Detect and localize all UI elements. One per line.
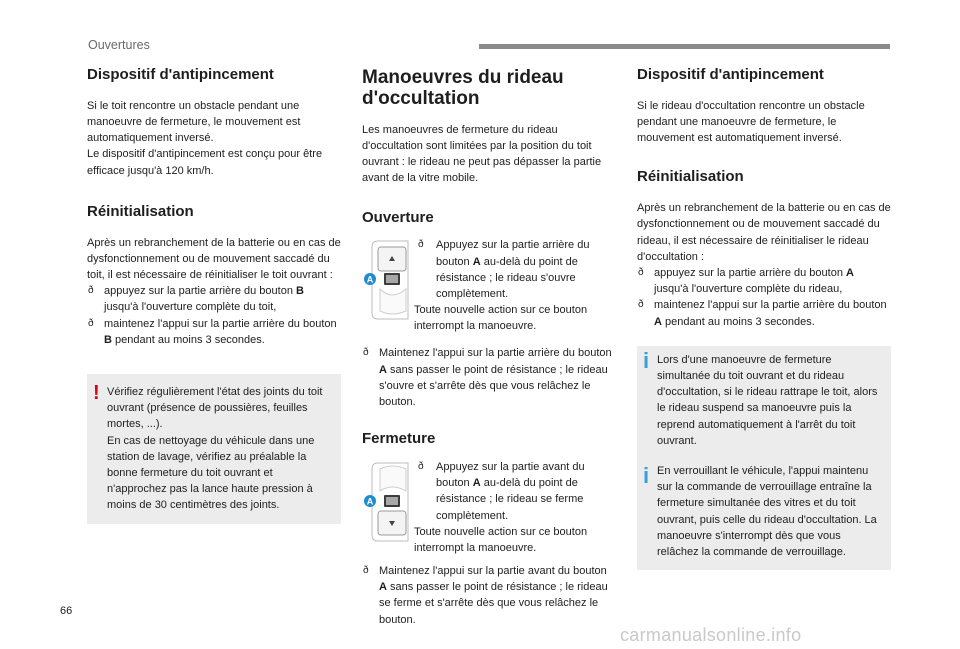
roof-antipinch-heading: Dispositif d'antipincement	[87, 66, 274, 83]
list-item: ð maintenez l'appui sur la partie arrière du bouton A pendant au moins 3 secondes.	[637, 297, 891, 329]
list-item: ð Maintenez l'appui sur la partie arrière du bouton A sans passer le point de résistance ; le rideau s'ouvre et s'arrête dès que vous relâchez le bouton.	[362, 345, 616, 410]
roof-reinit-section	[87, 203, 341, 348]
closing-control	[362, 459, 616, 554]
list-item: ð maintenez l'appui sur la partie arrière du bouton B pendant au moins 3 secondes.	[87, 316, 341, 348]
info-box	[637, 346, 891, 570]
header-section-title: Ouvertures	[88, 38, 150, 52]
info-icon: i	[643, 347, 650, 373]
blind-reinit-section	[637, 168, 891, 329]
page-title: Manoeuvres du rideau d'occultation	[362, 67, 564, 109]
blind-reinit-heading: Réinitialisation	[637, 168, 744, 186]
button-a-label: A	[366, 496, 374, 507]
closing-instructions	[414, 459, 614, 556]
warning-icon: !	[93, 381, 100, 404]
roof-antipinch-text-2: Le dispositif d'antipincement est conçu pour être efficace jusqu'à 120 km/h.	[87, 148, 323, 177]
opening-interrupt-text: Toute nouvelle action sur ce bouton interrompt la manoeuvre.	[414, 304, 588, 333]
roof-antipinch-text-1: Si le toit rencontre un obstacle pendant une manoeuvre de fermeture, le mouvement est automatiquement inversé.	[87, 99, 301, 145]
opening-hold-step	[362, 345, 616, 410]
opening-instructions	[414, 237, 614, 334]
column-blind-safety	[637, 66, 891, 570]
button-a-label: A	[366, 274, 374, 285]
warning-text-2: En cas de nettoyage du véhicule dans une station de lavage, vérifiez au préalable la bonne fermeture du toit ouvrant et n'approchez pas la lance haute pression à moins de 30 centimètres des joints.	[107, 434, 315, 512]
blind-reinit-text: Après un rebranchement de la batterie ou en cas de dysfonctionnement ou de mouvement saccadé du rideau, il est nécessaire de réinitialiser le rideau d'occultation :	[637, 202, 891, 263]
info-icon: i	[643, 462, 650, 488]
blind-antipinch-text: Si le rideau d'occultation rencontre un obstacle pendant une manoeuvre de fermeture, le mouvement est automatiquement inversé.	[637, 99, 865, 145]
list-item: ð Appuyez sur la partie arrière du bouton A au-delà du point de résistance ; le rideau s'ouvre complètement.	[414, 237, 614, 302]
opening-control	[362, 237, 616, 333]
watermark: carmanualsonline.info	[620, 625, 802, 645]
list-item: ð Maintenez l'appui sur la partie avant du bouton A sans passer le point de résistance ; le rideau se ferme et s'arrête dès que vous relâchez le bouton.	[362, 563, 616, 628]
info-text-2: En verrouillant le véhicule, l'appui maintenu sur la commande de verrouillage entraîne la fermeture simultanée des vitres et du toit ouvrant, puis celle du rideau d'occultation. La manoeuvre s'interrompt dès que vous relâchez la commande de verrouillage.	[657, 464, 877, 558]
roof-antipinch-section	[87, 66, 341, 179]
blind-switch-open-illustration	[364, 239, 412, 321]
list-item: ð appuyez sur la partie arrière du bouton B jusqu'à l'ouverture complète du toit,	[87, 283, 341, 315]
blind-antipinch-heading: Dispositif d'antipincement	[637, 66, 824, 83]
closing-hold-step	[362, 563, 616, 628]
roof-reinit-steps	[87, 283, 341, 348]
blind-switch-close-illustration	[364, 461, 412, 543]
closing-heading: Fermeture	[362, 430, 436, 448]
warning-text-1: Vérifiez régulièrement l'état des joints du toit ouvrant (présence de poussières, feuilles mortes, ...).	[107, 385, 323, 431]
page-number: 66	[60, 605, 73, 617]
header-bar	[479, 44, 890, 49]
warning-box	[87, 374, 341, 524]
roof-reinit-heading: Réinitialisation	[87, 202, 194, 220]
column-blind	[362, 66, 616, 628]
closing-interrupt-text: Toute nouvelle action sur ce bouton interrompt la manoeuvre.	[414, 525, 588, 554]
info-text-1: Lors d'une manoeuvre de fermeture simultanée du toit ouvrant et du rideau d'occultation, si le rideau rattrape le toit, alors le rideau suspend sa manoeuvre puis la reprend automatiquement à l'arrêt du toit ouvrant.	[657, 353, 878, 447]
roof-reinit-text: Après un rebranchement de la batterie ou en cas de dysfonctionnement ou de mouvement saccadé du toit, il est nécessaire de réinitialiser le toit ouvrant :	[87, 236, 341, 281]
blind-antipinch-section	[637, 66, 891, 146]
blind-reinit-steps	[637, 265, 891, 330]
column-roof	[87, 66, 341, 524]
list-item: ð Appuyez sur la partie avant du bouton A au-delà du point de résistance ; le rideau se ferme complètement.	[414, 459, 614, 524]
opening-heading: Ouverture	[362, 208, 434, 226]
list-item: ð appuyez sur la partie arrière du bouton A jusqu'à l'ouverture complète du rideau,	[637, 265, 891, 297]
blind-intro: Les manoeuvres de fermeture du rideau d'occultation sont limitées par la position du toit ouvrant : le rideau ne peut pas dépasser la partie avant de la vitre mobile.	[362, 123, 602, 185]
